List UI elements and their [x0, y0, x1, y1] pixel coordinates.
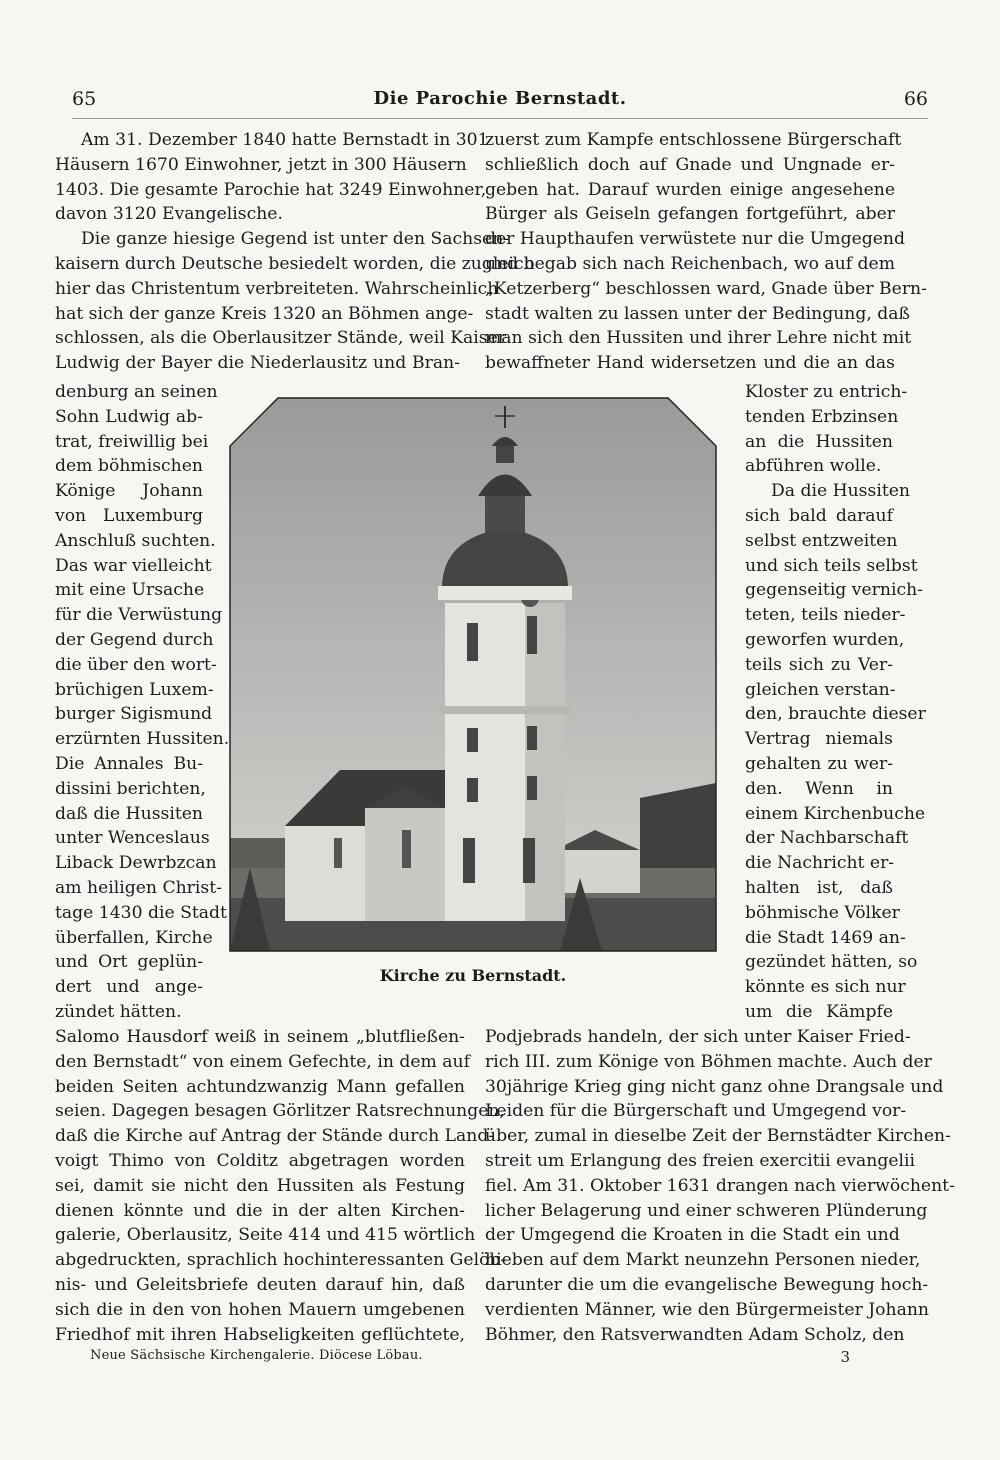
- text-line: seien. Dagegen besagen Görlitzer Ratsrechnungen,: [55, 1101, 505, 1122]
- text-line: denburg an seinen: [55, 382, 218, 402]
- text-line: Bürger als Geiseln gefangen fortgeführt, aber: [485, 204, 895, 225]
- text-line: gezündet hätten, so: [745, 952, 918, 973]
- text-line: hat sich der ganze Kreis 1320 an Böhmen ange-: [55, 303, 474, 324]
- text-line: tenden Erbzinsen: [745, 406, 899, 427]
- text-line: abgedruckten, sprachlich hochinteressanten Gelöb-: [55, 1250, 507, 1271]
- text-line: Vertrag niemals: [745, 729, 893, 750]
- text-line: davon 3120 Evangelische.: [55, 204, 283, 225]
- text-line: überfallen, Kirche: [55, 927, 213, 948]
- text-line: um die Kämpfe: [745, 1001, 893, 1022]
- text-line: geworfen wurden,: [745, 629, 905, 650]
- church-photograph: [230, 398, 716, 951]
- page-number-left: 65: [72, 88, 97, 110]
- left-column-narrow: [55, 380, 230, 1025]
- text-line: über, zumal in dieselbe Zeit der Bernstädter Kirchen-: [485, 1126, 951, 1147]
- text-line: daß die Kirche auf Antrag der Stände durch Land-: [55, 1126, 495, 1147]
- text-line: an die Hussiten: [745, 431, 893, 452]
- text-line: beiden Seiten achtundzwanzig Mann gefallen: [55, 1076, 465, 1097]
- text-line: der Umgegend die Kroaten in die Stadt ein und: [485, 1225, 900, 1246]
- text-line: teten, teils nieder-: [745, 605, 906, 626]
- text-line: Podjebrads handeln, der sich unter Kaiser Fried-: [485, 1027, 911, 1047]
- text-line: dienen könnte und die in der alten Kirchen-: [55, 1200, 465, 1221]
- text-line: sei, damit sie nicht den Hussiten als Festung: [55, 1175, 465, 1196]
- text-line: hier das Christentum verbreiteten. Wahrscheinlich: [55, 278, 499, 299]
- text-line: Böhmer, den Ratsverwandten Adam Scholz, den: [485, 1324, 905, 1345]
- text-line: Am 31. Dezember 1840 hatte Bernstadt in 301: [81, 130, 489, 150]
- text-line: 30jährige Krieg ging nicht ganz ohne Drangsale und: [485, 1076, 944, 1097]
- text-line: Sohn Ludwig ab-: [55, 406, 203, 427]
- text-line: stadt walten zu lassen unter der Bedingung, daß: [485, 303, 911, 324]
- text-line: Könige Johann: [55, 481, 203, 502]
- text-line: zuerst zum Kampfe entschlossene Bürgerschaft: [485, 130, 902, 150]
- text-line: teils sich zu Ver-: [745, 654, 893, 675]
- left-column-top: [55, 128, 535, 376]
- text-line: und sich teils selbst: [745, 555, 918, 576]
- text-line: am heiligen Christ-: [55, 877, 222, 898]
- text-line: mit eine Ursache: [55, 580, 205, 601]
- text-line: Häusern 1670 Einwohner, jetzt in 300 Häusern: [55, 154, 467, 175]
- text-line: den, brauchte dieser: [745, 704, 926, 725]
- right-column-narrow: [745, 380, 926, 1025]
- text-line: gleichen verstan-: [745, 679, 896, 700]
- page-number-right: 66: [903, 88, 928, 110]
- text-line: könnte es sich nur: [745, 977, 906, 998]
- text-line: der Haupthaufen verwüstete nur die Umgegend: [485, 229, 905, 250]
- text-line: Friedhof mit ihren Habseligkeiten geflüchtete,: [55, 1324, 465, 1345]
- text-line: Leiden für die Bürgerschaft und Umgegend vor-: [485, 1101, 907, 1122]
- text-line: die über den wort-: [55, 654, 217, 675]
- text-line: Ludwig der Bayer die Niederlausitz und Bran-: [55, 353, 460, 374]
- text-line: streit um Erlangung des freien exercitii evangelii: [485, 1150, 916, 1171]
- text-line: dissini berichten,: [55, 778, 206, 799]
- text-line: man sich den Hussiten und ihrer Lehre nicht mit: [485, 328, 912, 349]
- text-line: brüchigen Luxem-: [55, 679, 214, 700]
- text-line: Das war vielleicht: [55, 555, 212, 576]
- running-title: Die Parochie Bernstadt.: [373, 88, 627, 109]
- text-line: den Bernstadt“ von einem Gefechte, in dem auf: [55, 1051, 470, 1072]
- text-line: schlossen, als die Oberlausitzer Stände, weil Kaiser: [55, 328, 506, 349]
- text-line: selbst entzweiten: [745, 530, 898, 551]
- text-line: fiel. Am 31. Oktober 1631 drangen nach vierwöchent-: [485, 1175, 955, 1196]
- text-line: dert und ange-: [55, 977, 203, 998]
- text-line: für die Verwüstung: [55, 605, 223, 626]
- figure-caption: Kirche zu Bernstadt.: [379, 966, 567, 985]
- text-line: Die Annales Bu-: [55, 753, 203, 774]
- text-line: burger Sigismund: [55, 704, 213, 725]
- text-line: dem böhmischen: [55, 456, 203, 477]
- text-line: darunter die um die evangelische Bewegung hoch-: [485, 1274, 929, 1295]
- text-line: der Nachbarschaft: [745, 828, 909, 849]
- text-line: nis- und Geleitsbriefe deuten darauf hin, daß: [55, 1274, 465, 1295]
- text-line: licher Belagerung und einer schweren Plünderung: [485, 1200, 928, 1221]
- text-line: Salomo Hausdorf weiß in seinem „blutfließen-: [55, 1027, 465, 1047]
- text-line: gehalten zu wer-: [745, 753, 893, 774]
- text-line: bewaffneter Hand widersetzen und die an das: [485, 353, 895, 374]
- right-column-top: [485, 128, 927, 376]
- text-line: gegenseitig vernich-: [745, 580, 923, 601]
- text-line: galerie, Oberlausitz, Seite 414 und 415 wörtlich: [55, 1225, 476, 1246]
- text-line: geben hat. Darauf wurden einige angesehene: [485, 179, 895, 200]
- text-line: sich die in den von hohen Mauern umgebenen: [55, 1299, 465, 1320]
- text-line: böhmische Völker: [745, 902, 900, 923]
- text-line: hieben auf dem Markt neunzehn Personen nieder,: [485, 1250, 921, 1271]
- page-header: [72, 88, 928, 116]
- text-line: der Gegend durch: [55, 629, 214, 650]
- page-footer: [90, 1348, 900, 1372]
- text-line: tage 1430 die Stadt: [55, 902, 227, 923]
- text-line: von Luxemburg: [55, 505, 203, 526]
- right-column-bottom: [485, 1025, 955, 1347]
- header-rule: [72, 118, 928, 119]
- text-line: die Stadt 1469 an-: [745, 927, 906, 948]
- text-line: verdienten Männer, wie den Bürgermeister Johann: [485, 1299, 929, 1320]
- text-line: daß die Hussiten: [55, 803, 203, 824]
- text-line: sich bald darauf: [745, 505, 893, 526]
- text-line: den. Wenn in: [745, 778, 893, 799]
- text-line: unter Wenceslaus: [55, 828, 210, 849]
- text-line: Liback Dewrbzcan: [55, 853, 217, 874]
- text-line: Die ganze hiesige Gegend ist unter den Sachsen-: [81, 229, 510, 250]
- text-line: die Nachricht er-: [745, 853, 895, 874]
- text-line: abführen wolle.: [745, 456, 882, 477]
- text-line: rich III. zum Könige von Böhmen machte. Auch der: [485, 1051, 932, 1072]
- text-line: einem Kirchenbuche: [745, 803, 926, 824]
- text-line: Da die Hussiten: [771, 481, 910, 502]
- text-line: erzürnten Hussiten.: [55, 729, 230, 750]
- text-line: 1403. Die gesamte Parochie hat 3249 Einwohner,: [55, 179, 487, 200]
- text-line: zündet hätten.: [55, 1001, 182, 1022]
- text-line: und Ort geplün-: [55, 952, 203, 973]
- text-line: Kloster zu entrich-: [745, 382, 908, 402]
- church-illustration: [230, 398, 716, 951]
- series-title: Neue Sächsische Kirchengalerie. Diöcese Löbau.: [90, 1348, 423, 1363]
- text-line: „Ketzerberg“ beschlossen ward, Gnade über Bern-: [485, 278, 927, 299]
- text-line: kaisern durch Deutsche besiedelt worden, die zugleich: [55, 253, 535, 274]
- text-line: halten ist, daß: [745, 877, 893, 898]
- printer-signature: 3: [840, 1348, 850, 1366]
- text-line: voigt Thimo von Colditz abgetragen worden: [55, 1150, 465, 1171]
- text-line: schließlich doch auf Gnade und Ungnade er-: [485, 154, 895, 175]
- text-line: Anschluß suchten.: [55, 530, 216, 551]
- text-line: trat, freiwillig bei: [55, 431, 209, 452]
- left-column-bottom: [55, 1025, 507, 1347]
- text-line: und begab sich nach Reichenbach, wo auf dem: [485, 253, 895, 274]
